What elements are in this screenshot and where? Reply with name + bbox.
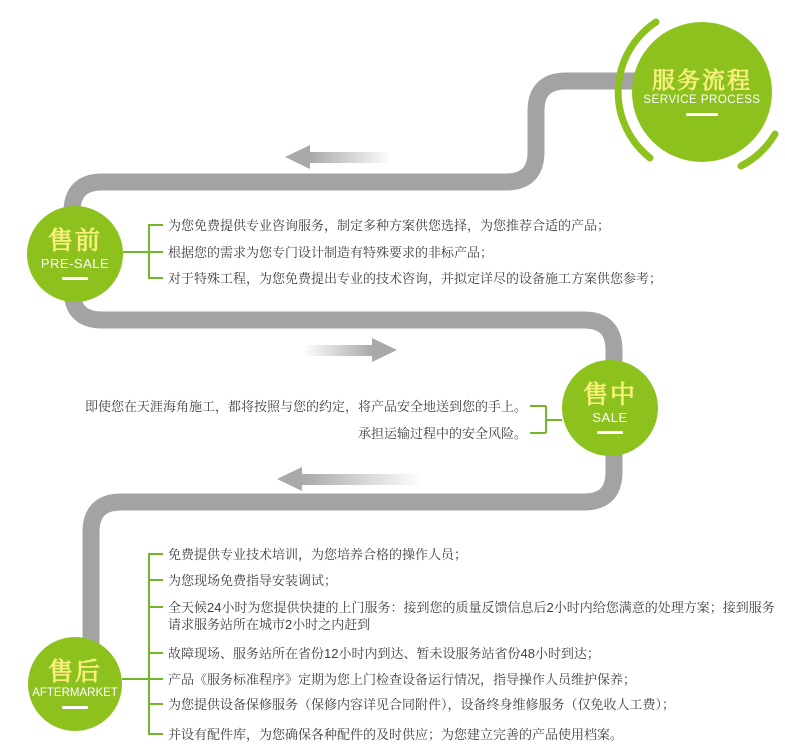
header-circle: [632, 22, 772, 162]
stage-title: 售前: [47, 227, 102, 256]
stage-subtitle: PRE-SALE: [40, 256, 110, 272]
stage-dash: [62, 706, 88, 709]
stage-circle-pre-sale: [27, 206, 123, 302]
stage-title: 售后: [47, 657, 102, 686]
pre-sale-item: 对于特殊工程，为您免费提出专业的技术咨询，并拟定详尽的设备施工方案供您参考；: [168, 271, 663, 286]
aftermarket-item: 免费提供专业技术培训，为您培养合格的操作人员；: [168, 547, 468, 562]
stage-subtitle: SALE: [592, 410, 628, 426]
header-dash: [686, 113, 718, 116]
aftermarket-item: 并设有配件库，为您确保各种配件的及时供应；为您建立完善的产品使用档案。: [168, 727, 624, 742]
sale-item: 承担运输过程中的安全风险。: [357, 426, 527, 441]
stage-circle-aftermarket: [28, 637, 122, 731]
pre-sale-bracket: [123, 224, 163, 279]
arrow-right-middle-icon: [305, 338, 397, 362]
sale-item: 即使您在天涯海角施工，都将按照与您的约定，将产品安全地送到您的手上。: [84, 399, 527, 414]
aftermarket-item: 为您现场免费指导安装调试；: [168, 573, 338, 588]
page-title: 服务流程: [652, 67, 752, 94]
page-subtitle: SERVICE PROCESS: [643, 94, 761, 107]
snake-path: [72, 81, 648, 655]
stage-dash: [597, 431, 623, 434]
aftermarket-item: 为您提供设备保修服务（保修内容详见合同附件），设备终身维修服务（仅免收人工费）；: [168, 697, 676, 712]
arrow-left-top-icon: [285, 145, 390, 169]
aftermarket-item: 产品《服务标准程序》定期为您上门检查设备运行情况，指导操作人员维护保养；: [168, 672, 637, 687]
aftermarket-item: 全天候24小时为您提供快捷的上门服务：接到您的质量反馈信息后2小时内给您满意的处理方案；接到服务请求服务站所在城市2小时之内赶到: [168, 600, 775, 632]
stage-circle-sale: [562, 360, 658, 456]
aftermarket-bracket: [122, 553, 163, 735]
stage-title: 售中: [582, 381, 637, 410]
sale-bracket: [530, 406, 562, 433]
pre-sale-item: 根据您的需求为您专门设计制造有特殊要求的非标产品；: [168, 245, 494, 260]
aftermarket-item: 故障现场、服务站所在省份12小时内到达、暂未设服务站省份48小时到达；: [168, 646, 600, 661]
pre-sale-item: 为您免费提供专业咨询服务，制定多种方案供您选择，为您推荐合适的产品；: [168, 218, 611, 233]
arrow-left-bottom-icon: [277, 467, 420, 491]
stage-subtitle: AFTERMARKET: [32, 687, 118, 700]
stage-dash: [62, 277, 88, 280]
